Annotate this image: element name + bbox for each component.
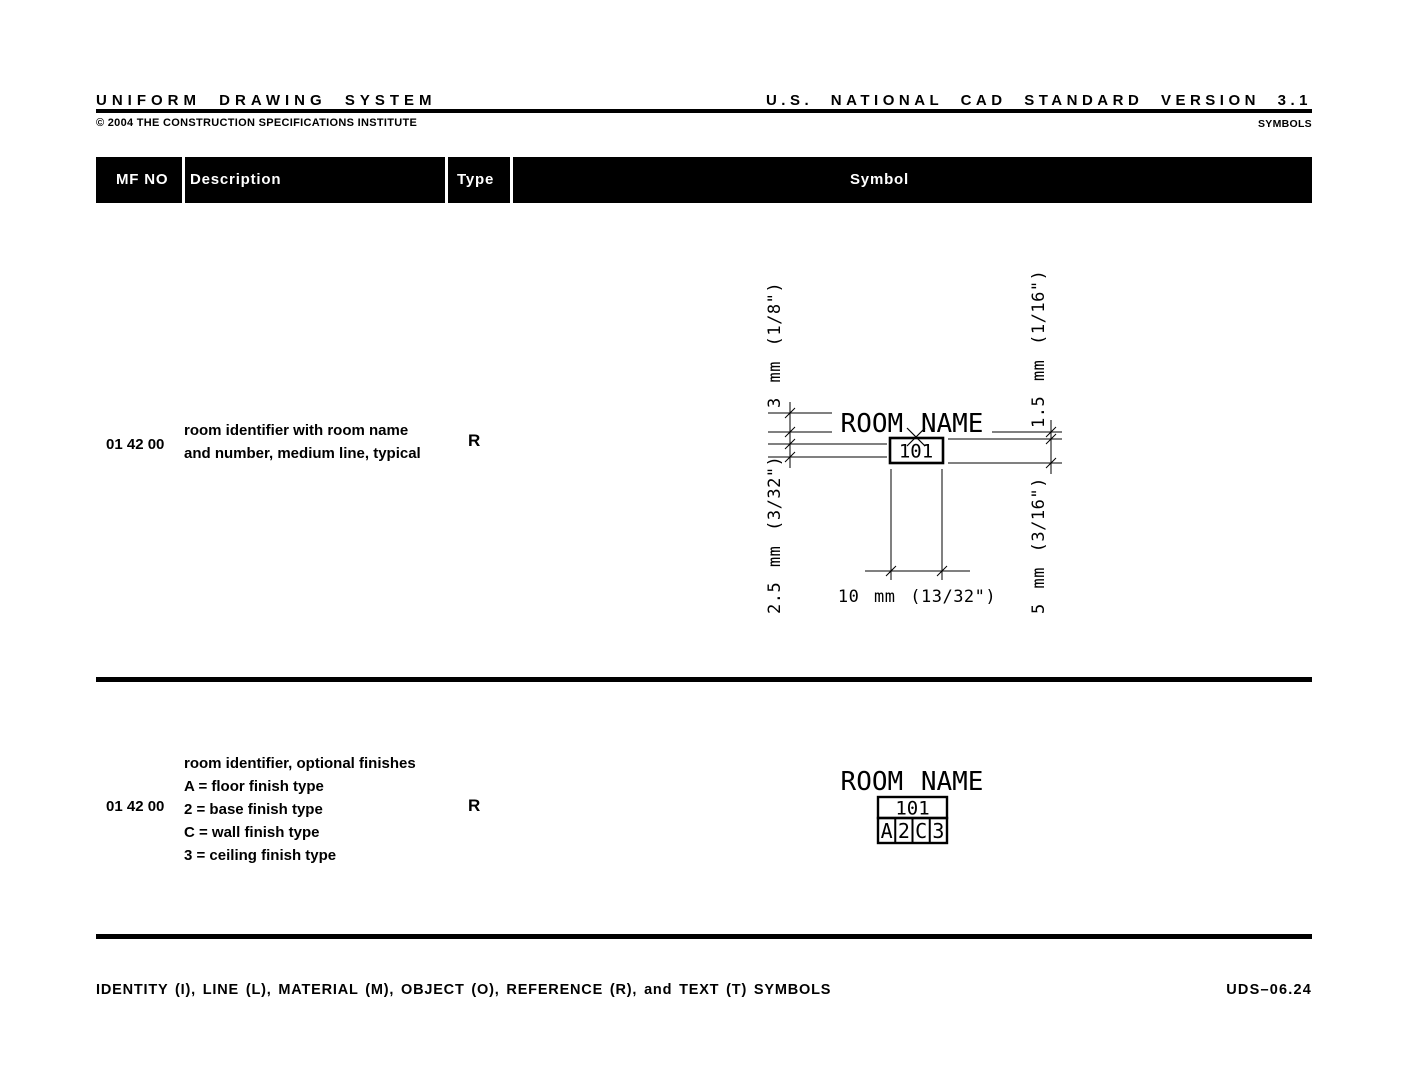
dim-label-gap: 1.5 mm (1/16") <box>1029 269 1049 428</box>
table-header-bar <box>96 157 1312 203</box>
copyright-line: © 2004 THE CONSTRUCTION SPECIFICATIONS INSTITUTE <box>96 117 418 129</box>
description-line: and number, medium line, typical <box>184 445 421 462</box>
mf-number: 01 42 00 <box>106 798 165 815</box>
description-line: C = wall finish type <box>184 824 320 841</box>
description-line: room identifier with room name <box>184 422 409 439</box>
room-name-label: ROOM NAME <box>840 767 984 797</box>
room-identifier-symbol-finishes <box>820 748 1020 853</box>
description-line: 2 = base finish type <box>184 801 323 818</box>
description-line: room identifier, optional finishes <box>184 755 416 772</box>
room-number-label: 101 <box>895 797 930 820</box>
dim-label-text-height: 3 mm (1/8") <box>765 281 785 408</box>
dim-label-box-height: 5 mm (3/16") <box>1029 477 1049 614</box>
footer-left: IDENTITY (I), LINE (L), MATERIAL (M), OBJECT (O), REFERENCE (R), and TEXT (T) SYMBOLS <box>96 982 832 998</box>
finish-cell-label: 3 <box>932 819 945 843</box>
description-line: A = floor finish type <box>184 778 324 795</box>
header-rule <box>96 109 1312 113</box>
section-label: SYMBOLS <box>1257 118 1312 130</box>
description-line: 3 = ceiling finish type <box>184 847 337 864</box>
column-divider <box>510 157 513 203</box>
page-title-left: UNIFORM DRAWING SYSTEM <box>96 92 437 109</box>
row-description <box>184 419 421 465</box>
column-divider <box>445 157 448 203</box>
column-divider <box>182 157 185 203</box>
column-header-description: Description <box>190 171 282 188</box>
page-number: UDS–06.24 <box>1226 982 1312 998</box>
column-header-type: Type <box>457 171 495 188</box>
type-letter: R <box>468 796 481 815</box>
bottom-dimension-lines <box>865 469 970 580</box>
page-title-right: U.S. NATIONAL CAD STANDARD VERSION 3.1 <box>765 92 1312 109</box>
mf-number: 01 42 00 <box>106 436 165 453</box>
room-number-label: 101 <box>898 440 934 463</box>
room-name-label: ROOM NAME <box>840 409 984 439</box>
type-letter: R <box>468 431 481 450</box>
room-identifier-symbol-dimensioned <box>740 250 1080 630</box>
dim-label-box-width: 10 mm (13/32") <box>837 587 997 607</box>
column-header-symbol: Symbol <box>850 171 909 188</box>
footer-rule <box>96 934 1312 939</box>
finish-cell-label: 2 <box>897 819 910 843</box>
finish-cell-label: C <box>915 819 928 843</box>
row-description <box>184 752 416 867</box>
row-divider-rule <box>96 677 1312 682</box>
dim-label-number-height: 2.5 mm (3/32") <box>765 455 785 614</box>
finish-cell-label: A <box>880 819 893 843</box>
column-header-mf-no: MF NO <box>116 171 169 188</box>
